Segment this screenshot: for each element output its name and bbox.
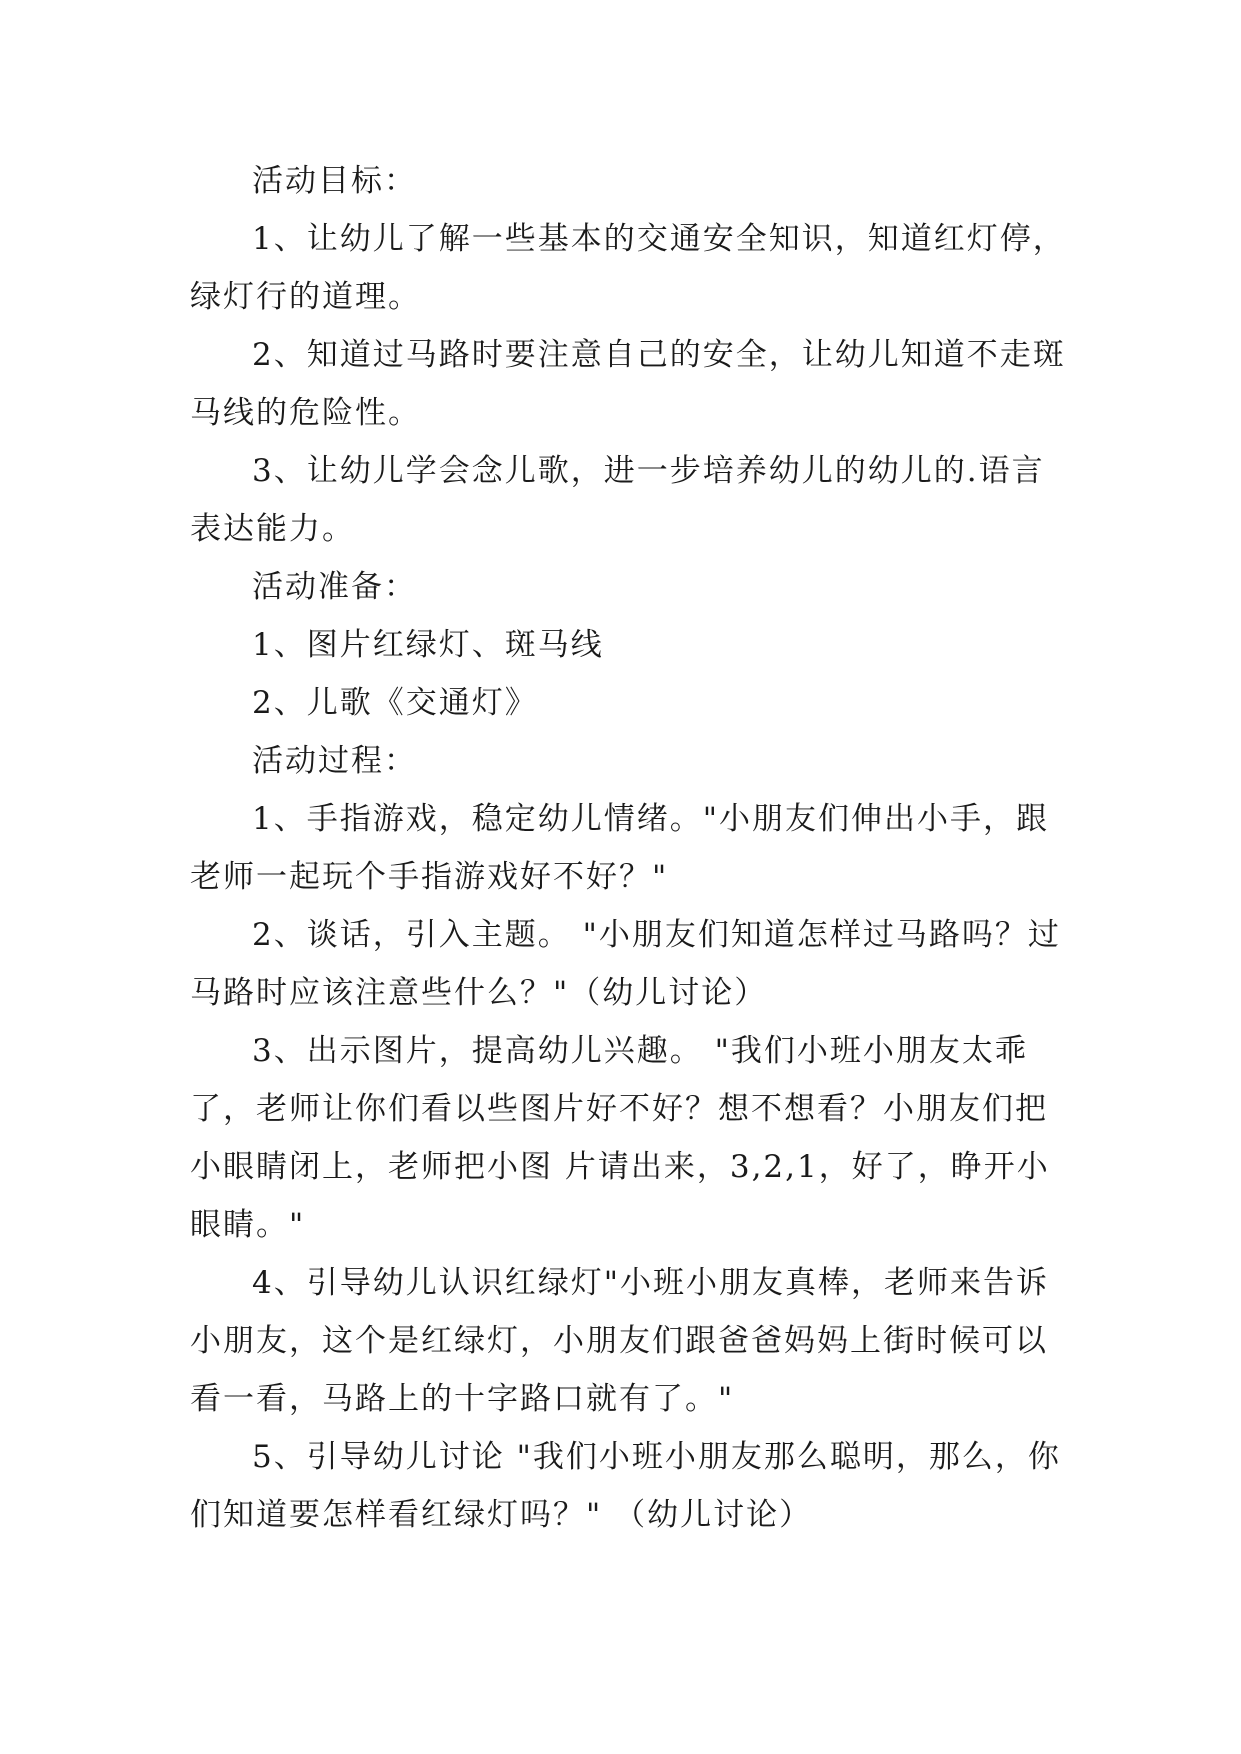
goal-item-3: 3、让幼儿学会念儿歌，进一步培养幼儿的幼儿的.语言表达能力。 <box>190 453 1045 547</box>
process-step-3: 3、出示图片，提高幼儿兴趣。 "我们小班小朋友太乖了，老师让你们看以些图片好不好？想不想看？小朋友们把小眼睛闭上，老师把小图 片请出来，3,2,1，好了，睁开小眼睛。" <box>190 1033 1050 1243</box>
goal-item-2: 2、知道过马路时要注意自己的安全，让幼儿知道不走斑马线的危险性。 <box>190 337 1066 431</box>
document-body <box>190 152 1070 1544</box>
section-heading-goals: 活动目标： <box>252 163 417 199</box>
preparation-item-1: 1、图片红绿灯、斑马线 <box>252 627 604 663</box>
section-heading-process: 活动过程： <box>252 743 417 779</box>
goal-item-1: 1、让幼儿了解一些基本的交通安全知识，知道红灯停，绿灯行的道理。 <box>190 221 1066 315</box>
section-heading-preparation: 活动准备： <box>252 569 417 605</box>
process-step-5: 5、引导幼儿讨论 "我们小班小朋友那么聪明，那么，你们知道要怎样看红绿灯吗？" （幼儿讨论） <box>190 1439 1061 1533</box>
preparation-item-2: 2、儿歌《交通灯》 <box>252 685 538 721</box>
process-step-4: 4、引导幼儿认识红绿灯"小班小朋友真棒，老师来告诉小朋友，这个是红绿灯，小朋友们跟爸爸妈妈上街时候可以看一看，马路上的十字路口就有了。" <box>190 1265 1049 1417</box>
process-step-2: 2、谈话，引入主题。 "小朋友们知道怎样过马路吗？过马路时应该注意些什么？"（幼儿讨论） <box>190 917 1061 1011</box>
process-step-1: 1、手指游戏，稳定幼儿情绪。"小朋友们伸出小手，跟老师一起玩个手指游戏好不好？" <box>190 801 1049 895</box>
